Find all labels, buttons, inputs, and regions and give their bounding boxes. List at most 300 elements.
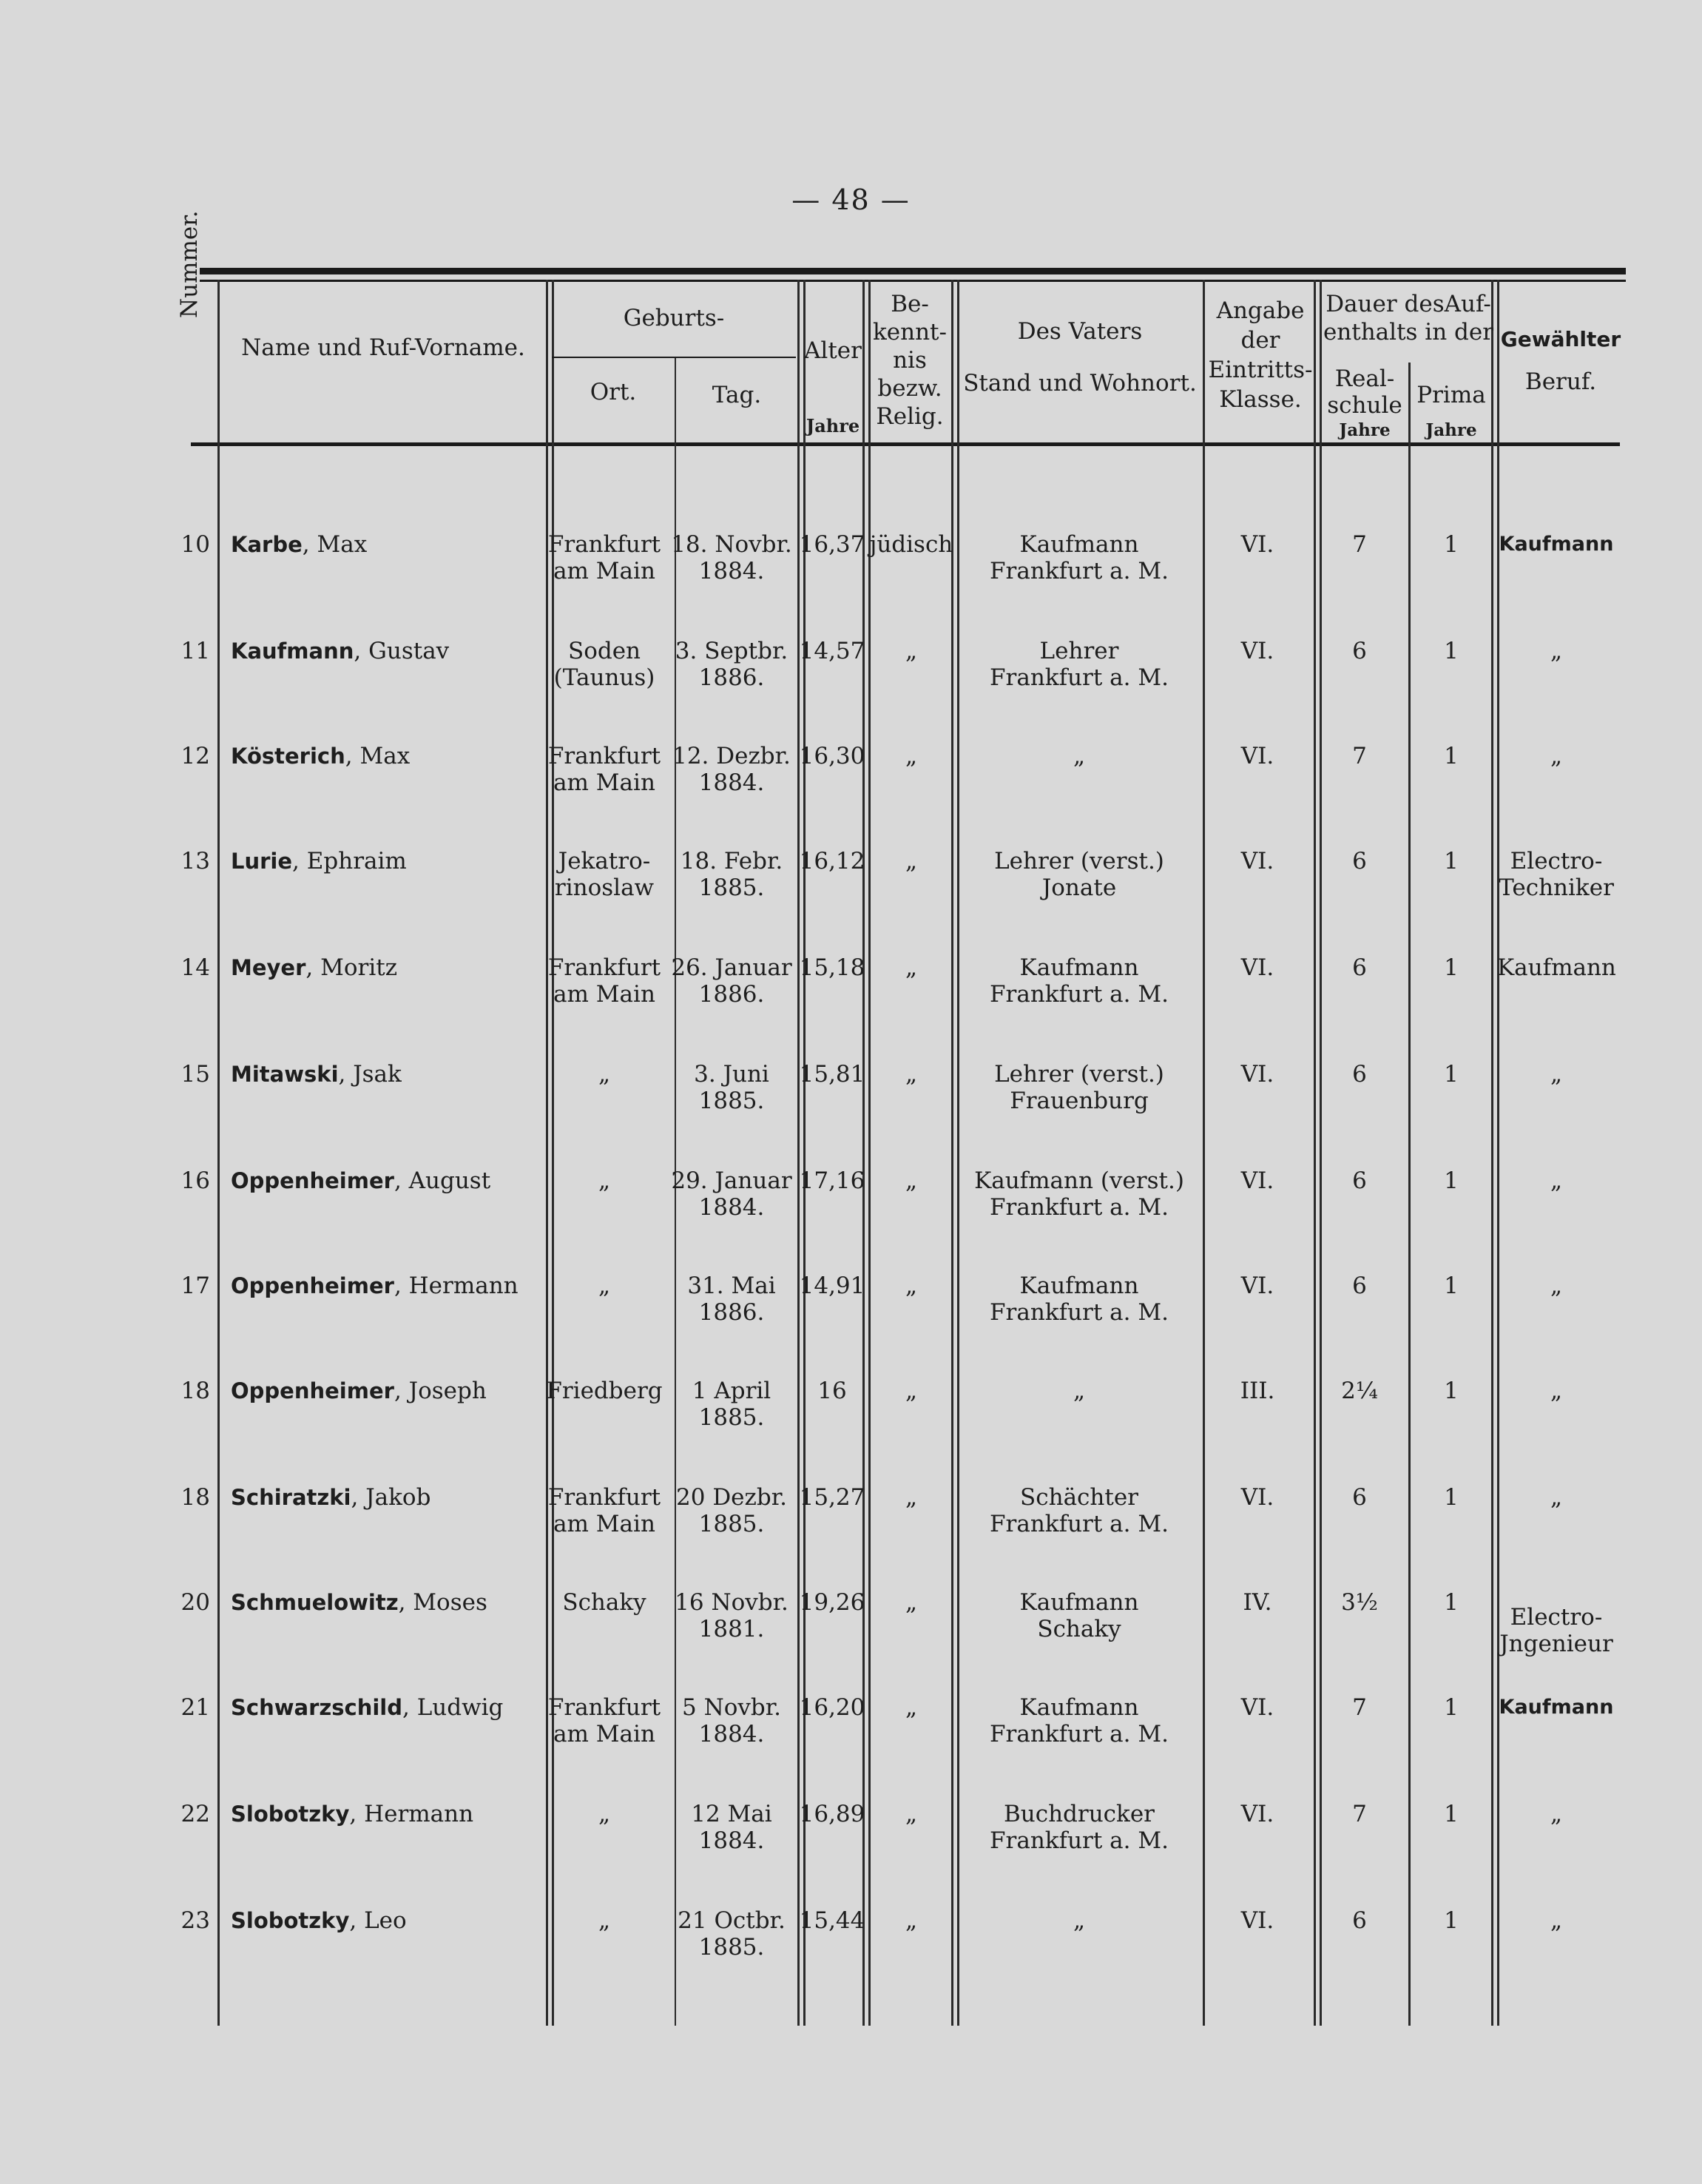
header-dauer	[1320, 290, 1497, 346]
row-firstname: , Jakob	[351, 1484, 431, 1511]
row-number: 23	[180, 1907, 210, 1934]
row-realschule: 6	[1352, 1061, 1367, 1088]
row-tag-1: 16 Novbr.	[675, 1589, 788, 1616]
row-vater	[957, 954, 1201, 1008]
row-firstname: , Ephraim	[292, 848, 407, 874]
row-prima: 1	[1444, 954, 1459, 981]
row-ort-2: am Main	[553, 981, 655, 1008]
row-ort-2: rinoslaw	[554, 874, 655, 901]
row-realschule: 2¼	[1341, 1378, 1378, 1404]
row-vater	[957, 638, 1201, 691]
row-alter: 17,16	[799, 1167, 865, 1194]
row-beruf	[1497, 1273, 1615, 1299]
header-prima: Prima	[1416, 382, 1486, 408]
header-alter: Alter	[804, 337, 862, 364]
header-ort: Ort.	[590, 379, 637, 405]
row-tag-1: 3. Juni	[694, 1061, 769, 1088]
row-tag-2: 1884.	[698, 1194, 765, 1221]
row-beruf-1: „	[1550, 1167, 1563, 1194]
header-prima-jahre: Jahre	[1425, 420, 1477, 440]
row-religion: „	[905, 1907, 918, 1934]
row-vater-1: „	[1073, 1378, 1086, 1404]
row-ort-2: am Main	[553, 1511, 655, 1537]
row-realschule: 7	[1352, 531, 1367, 558]
row-firstname: , Max	[345, 743, 411, 769]
header-tag: Tag.	[712, 382, 762, 408]
row-tag-1: 3. Septbr.	[675, 638, 788, 664]
row-name	[231, 1694, 503, 1721]
row-vater-2: Frankfurt a. M.	[990, 1511, 1169, 1537]
row-alter: 19,26	[799, 1589, 865, 1616]
row-klasse: VI.	[1240, 848, 1274, 874]
row-beruf	[1497, 1694, 1615, 1721]
row-vater-1: Kaufmann	[1019, 1694, 1139, 1721]
row-vater-1: „	[1073, 743, 1086, 769]
row-name	[231, 848, 407, 874]
row-vater	[957, 848, 1201, 901]
row-firstname: , Ludwig	[402, 1694, 504, 1721]
row-tag-2: 1881.	[698, 1616, 765, 1642]
row-vater-1: Lehrer (verst.)	[994, 1061, 1164, 1088]
row-prima: 1	[1444, 1801, 1459, 1827]
row-vater-1: Lehrer	[1039, 638, 1119, 664]
row-surname: Schmuelowitz	[231, 1590, 399, 1615]
row-prima: 1	[1444, 638, 1459, 664]
header-bekenntnis-line: bezw.	[877, 375, 942, 402]
row-surname: Oppenheimer	[231, 1168, 394, 1193]
row-surname: Schwarzschild	[231, 1695, 402, 1720]
row-realschule: 6	[1352, 848, 1367, 874]
row-alter: 15,18	[799, 954, 865, 981]
row-ort	[546, 1061, 663, 1088]
row-vater-2: Frankfurt a. M.	[990, 1194, 1169, 1221]
row-realschule: 6	[1352, 954, 1367, 981]
row-tag-1: 12 Mai	[691, 1801, 772, 1827]
row-number: 22	[180, 1801, 210, 1827]
row-vater-1: Schächter	[1020, 1484, 1138, 1511]
header-angabe	[1207, 296, 1314, 414]
row-firstname: , Hermann	[394, 1273, 519, 1299]
row-tag-1: 18. Febr.	[680, 848, 783, 874]
row-prima: 1	[1444, 1167, 1459, 1194]
row-name	[231, 638, 449, 664]
row-vater-2: Frankfurt a. M.	[990, 664, 1169, 691]
row-prima: 1	[1444, 1907, 1459, 1934]
row-beruf-1: „	[1550, 1484, 1563, 1511]
row-ort-2: am Main	[553, 769, 655, 796]
row-religion: „	[905, 1061, 918, 1088]
row-vater	[957, 1907, 1201, 1934]
row-prima: 1	[1444, 848, 1459, 874]
row-ort-1: „	[598, 1061, 611, 1088]
row-beruf-1: Kaufmann	[1497, 954, 1616, 981]
row-surname: Schiratzki	[231, 1485, 351, 1510]
header-dauer-line: enthalts in der	[1323, 319, 1494, 346]
row-beruf	[1497, 1907, 1615, 1934]
row-surname: Mitawski	[231, 1062, 339, 1087]
geburts-divider	[552, 357, 796, 358]
row-beruf	[1497, 531, 1615, 558]
row-ort-1: Friedberg	[546, 1378, 663, 1404]
row-religion: „	[905, 1589, 918, 1616]
row-surname: Slobotzky	[231, 1908, 350, 1933]
row-tag	[669, 1061, 794, 1114]
row-prima: 1	[1444, 1061, 1459, 1088]
row-alter: 16,37	[799, 531, 865, 558]
row-number: 20	[180, 1589, 210, 1616]
row-ort-1: „	[598, 1273, 611, 1299]
row-surname: Kaufmann	[231, 638, 354, 664]
row-name	[231, 1061, 402, 1088]
row-ort-1: Frankfurt	[547, 743, 661, 769]
row-name	[231, 1484, 430, 1511]
row-tag-2: 1884.	[698, 1721, 765, 1747]
row-ort	[546, 743, 663, 796]
header-real-line: schule	[1327, 392, 1402, 419]
row-number: 10	[180, 531, 210, 558]
header-angabe-line: der	[1240, 327, 1280, 354]
table-row	[0, 1273, 1702, 1376]
row-number: 12	[180, 743, 210, 769]
row-firstname: , Leo	[349, 1907, 407, 1934]
row-name	[231, 954, 397, 981]
row-religion: „	[905, 1484, 918, 1511]
row-klasse: VI.	[1240, 1167, 1274, 1194]
header-angabe-line: Klasse.	[1219, 386, 1302, 413]
row-ort	[546, 1484, 663, 1537]
row-firstname: , Joseph	[394, 1378, 487, 1404]
row-tag	[669, 1484, 794, 1537]
row-ort-2: am Main	[553, 558, 655, 584]
row-ort	[546, 1378, 663, 1404]
row-ort	[546, 1589, 663, 1616]
row-beruf	[1497, 954, 1615, 981]
row-tag	[669, 1378, 794, 1431]
row-surname: Karbe	[231, 532, 303, 557]
table-row	[0, 848, 1702, 951]
row-tag	[669, 531, 794, 584]
row-prima: 1	[1444, 531, 1459, 558]
row-name	[231, 1589, 487, 1616]
row-name	[231, 743, 410, 769]
row-religion: jüdisch	[869, 531, 953, 558]
row-vater	[957, 531, 1201, 584]
row-prima: 1	[1444, 743, 1459, 769]
row-vater-2: Frankfurt a. M.	[990, 981, 1169, 1008]
row-klasse: VI.	[1240, 638, 1274, 664]
row-name	[231, 531, 367, 558]
row-tag-1: 20 Dezbr.	[676, 1484, 787, 1511]
row-tag	[669, 848, 794, 901]
header-angabe-line: Angabe	[1216, 297, 1305, 324]
row-firstname: , August	[394, 1167, 491, 1194]
row-klasse: VI.	[1240, 1907, 1274, 1934]
header-nummer: Nummer.	[176, 210, 203, 318]
row-vater	[957, 1694, 1201, 1747]
row-beruf	[1497, 1167, 1615, 1194]
row-beruf-2: Techniker	[1499, 874, 1614, 901]
row-tag-2: 1884.	[698, 558, 765, 584]
row-alter: 16	[817, 1378, 847, 1404]
row-name	[231, 1907, 407, 1934]
header-real-jahre: Jahre	[1339, 420, 1391, 440]
row-beruf-1: „	[1550, 638, 1563, 664]
row-name	[231, 1273, 519, 1299]
row-prima: 1	[1444, 1273, 1459, 1299]
row-beruf	[1497, 1484, 1615, 1511]
row-tag-1: 5 Novbr.	[682, 1694, 781, 1721]
row-realschule: 6	[1352, 1907, 1367, 1934]
row-beruf	[1497, 848, 1615, 901]
row-vater-2: Jonate	[1041, 874, 1117, 901]
row-number: 16	[180, 1167, 210, 1194]
row-beruf-1: Electro-	[1510, 848, 1603, 874]
row-prima: 1	[1444, 1378, 1459, 1404]
row-klasse: IV.	[1243, 1589, 1272, 1616]
row-ort	[546, 531, 663, 584]
row-number: 13	[180, 848, 210, 874]
row-tag-1: 18. Novbr.	[671, 531, 792, 558]
row-ort-1: Frankfurt	[547, 531, 661, 558]
table-row	[0, 1801, 1702, 1904]
row-tag	[669, 1801, 794, 1854]
row-alter: 14,57	[799, 638, 865, 664]
row-surname: Oppenheimer	[231, 1273, 394, 1298]
row-beruf-1: „	[1550, 1061, 1563, 1088]
table-row	[0, 1378, 1702, 1481]
row-surname: Meyer	[231, 955, 306, 980]
row-ort-1: „	[598, 1907, 611, 1934]
row-surname: Lurie	[231, 849, 293, 874]
header-beruf-2: Beruf.	[1524, 368, 1597, 395]
header-dauer-line: Dauer desAuf-	[1326, 291, 1491, 317]
row-vater	[957, 1061, 1201, 1114]
row-ort	[546, 1694, 663, 1747]
row-tag	[669, 1167, 794, 1221]
row-surname: Slobotzky	[231, 1802, 350, 1827]
row-number: 15	[180, 1061, 210, 1088]
row-ort-1: „	[598, 1801, 611, 1827]
row-ort	[546, 848, 663, 901]
table-row	[0, 1061, 1702, 1165]
row-vater-1: Kaufmann	[1019, 531, 1139, 558]
row-alter: 16,12	[799, 848, 865, 874]
row-ort	[546, 954, 663, 1008]
row-tag-1: 1 April	[692, 1378, 771, 1404]
row-klasse: VI.	[1240, 1694, 1274, 1721]
row-religion: „	[905, 1801, 918, 1827]
page-number: — 48 —	[791, 183, 911, 216]
row-prima: 1	[1444, 1694, 1459, 1721]
row-firstname: , Jsak	[338, 1061, 402, 1088]
row-ort	[546, 1801, 663, 1827]
row-vater	[957, 1589, 1201, 1642]
row-ort-2: am Main	[553, 1721, 655, 1747]
row-tag	[669, 1589, 794, 1642]
row-realschule: 6	[1352, 1484, 1367, 1511]
table-top-rule-thin	[200, 280, 1626, 282]
row-klasse: VI.	[1240, 1484, 1274, 1511]
header-real-line: Real-	[1334, 365, 1395, 392]
row-prima: 1	[1444, 1589, 1459, 1616]
row-tag	[669, 638, 794, 691]
row-klasse: III.	[1240, 1378, 1275, 1404]
header-bottom-rule	[191, 442, 1620, 446]
row-tag-2: 1885.	[698, 1934, 765, 1961]
row-alter: 16,30	[799, 743, 865, 769]
row-realschule: 3½	[1341, 1589, 1378, 1616]
row-klasse: VI.	[1240, 1061, 1274, 1088]
row-name	[231, 1801, 473, 1827]
row-beruf	[1497, 1604, 1615, 1657]
row-number: 18	[180, 1378, 210, 1404]
row-number: 14	[180, 954, 210, 981]
row-tag	[669, 954, 794, 1008]
row-beruf-1: Kaufmann	[1499, 1696, 1614, 1719]
row-tag-2: 1885.	[698, 1404, 765, 1431]
row-ort-1: Soden	[567, 638, 641, 664]
row-vater-2: Frauenburg	[1010, 1088, 1149, 1114]
row-ort-1: „	[598, 1167, 611, 1194]
header-bekenntnis	[868, 290, 951, 431]
row-firstname: , Max	[302, 531, 368, 558]
row-firstname: , Hermann	[349, 1801, 474, 1827]
row-vater-1: Kaufmann	[1019, 954, 1139, 981]
header-bekenntnis-line: Be-	[891, 291, 929, 317]
row-tag	[669, 1694, 794, 1747]
row-firstname: , Gustav	[354, 638, 450, 664]
row-firstname: , Moritz	[305, 954, 398, 981]
header-beruf-1: Gewählter	[1500, 327, 1621, 351]
table-top-rule	[200, 268, 1626, 274]
row-alter: 15,44	[799, 1907, 865, 1934]
row-religion: „	[905, 638, 918, 664]
row-vater	[957, 1378, 1201, 1404]
row-beruf-1: „	[1550, 1378, 1563, 1404]
row-religion: „	[905, 1167, 918, 1194]
table-row	[0, 1694, 1702, 1798]
row-vater-1: Kaufmann (verst.)	[974, 1167, 1184, 1194]
row-beruf-1: Kaufmann	[1499, 533, 1614, 556]
row-ort-2: (Taunus)	[553, 664, 655, 691]
row-number: 18	[180, 1484, 210, 1511]
header-name: Name und Ruf-Vorname.	[241, 334, 525, 361]
table-row	[0, 1484, 1702, 1588]
row-klasse: VI.	[1240, 1801, 1274, 1827]
row-alter: 16,89	[799, 1801, 865, 1827]
row-religion: „	[905, 954, 918, 981]
row-vater-2: Frankfurt a. M.	[990, 1827, 1169, 1854]
row-alter: 16,20	[799, 1694, 865, 1721]
header-alter-jahre: Jahre	[806, 415, 860, 437]
table-row	[0, 954, 1702, 1058]
row-ort	[546, 1167, 663, 1194]
row-klasse: VI.	[1240, 531, 1274, 558]
row-ort	[546, 1907, 663, 1934]
row-vater-1: Lehrer (verst.)	[994, 848, 1164, 874]
header-geburts: Geburts-	[623, 305, 725, 331]
row-tag-2: 1885.	[698, 874, 765, 901]
header-realschule	[1323, 365, 1407, 419]
row-number: 21	[180, 1694, 210, 1721]
row-tag	[669, 1273, 794, 1326]
row-vater	[957, 1273, 1201, 1326]
row-vater	[957, 1167, 1201, 1221]
row-beruf-1: „	[1550, 743, 1563, 769]
row-vater-2: Frankfurt a. M.	[990, 558, 1169, 584]
row-vater	[957, 743, 1201, 769]
row-ort-1: Frankfurt	[547, 1694, 661, 1721]
row-klasse: VI.	[1240, 954, 1274, 981]
row-vater	[957, 1484, 1201, 1537]
row-firstname: , Moses	[398, 1589, 487, 1616]
header-bekenntnis-line: Relig.	[876, 403, 944, 430]
table-row	[0, 1167, 1702, 1271]
row-name	[231, 1167, 490, 1194]
row-alter: 15,81	[799, 1061, 865, 1088]
row-beruf	[1497, 638, 1615, 664]
row-tag-1: 26. Januar	[671, 954, 792, 981]
row-tag-1: 21 Octbr.	[678, 1907, 786, 1934]
header-bekenntnis-line: kennt-	[873, 319, 947, 346]
row-klasse: VI.	[1240, 743, 1274, 769]
row-religion: „	[905, 848, 918, 874]
row-beruf	[1497, 1801, 1615, 1827]
row-realschule: 7	[1352, 1694, 1367, 1721]
header-angabe-line: Eintritts-	[1208, 357, 1313, 383]
row-number: 17	[180, 1273, 210, 1299]
row-ort-1: Frankfurt	[547, 1484, 661, 1511]
row-realschule: 7	[1352, 1801, 1367, 1827]
row-tag	[669, 743, 794, 796]
row-klasse: VI.	[1240, 1273, 1274, 1299]
table-row	[0, 1589, 1702, 1693]
row-tag-2: 1885.	[698, 1088, 765, 1114]
row-ort	[546, 1273, 663, 1299]
row-tag-2: 1884.	[698, 1827, 765, 1854]
table-row	[0, 743, 1702, 846]
row-ort	[546, 638, 663, 691]
row-vater-2: Schaky	[1037, 1616, 1121, 1642]
row-alter: 14,91	[799, 1273, 865, 1299]
row-beruf-1: „	[1550, 1907, 1563, 1934]
row-vater-1: „	[1073, 1907, 1086, 1934]
row-surname: Kösterich	[231, 744, 345, 769]
row-realschule: 7	[1352, 743, 1367, 769]
row-religion: „	[905, 1694, 918, 1721]
row-realschule: 6	[1352, 1167, 1367, 1194]
row-vater-2: Frankfurt a. M.	[990, 1299, 1169, 1326]
row-alter: 15,27	[799, 1484, 865, 1511]
header-vater-2: Stand und Wohnort.	[963, 370, 1197, 397]
row-surname: Oppenheimer	[231, 1378, 394, 1403]
row-tag-2: 1885.	[698, 1511, 765, 1537]
row-tag-2: 1886.	[698, 981, 765, 1008]
row-beruf-1: Electro-	[1510, 1604, 1603, 1631]
row-number: 11	[180, 638, 210, 664]
row-tag-2: 1886.	[698, 664, 765, 691]
row-beruf-1: „	[1550, 1801, 1563, 1827]
row-beruf	[1497, 743, 1615, 769]
row-religion: „	[905, 1273, 918, 1299]
table-row	[0, 638, 1702, 741]
row-vater-1: Kaufmann	[1019, 1273, 1139, 1299]
row-prima: 1	[1444, 1484, 1459, 1511]
table-row	[0, 531, 1702, 635]
row-name	[231, 1378, 487, 1404]
row-beruf-1: „	[1550, 1273, 1563, 1299]
row-tag-1: 29. Januar	[671, 1167, 792, 1194]
